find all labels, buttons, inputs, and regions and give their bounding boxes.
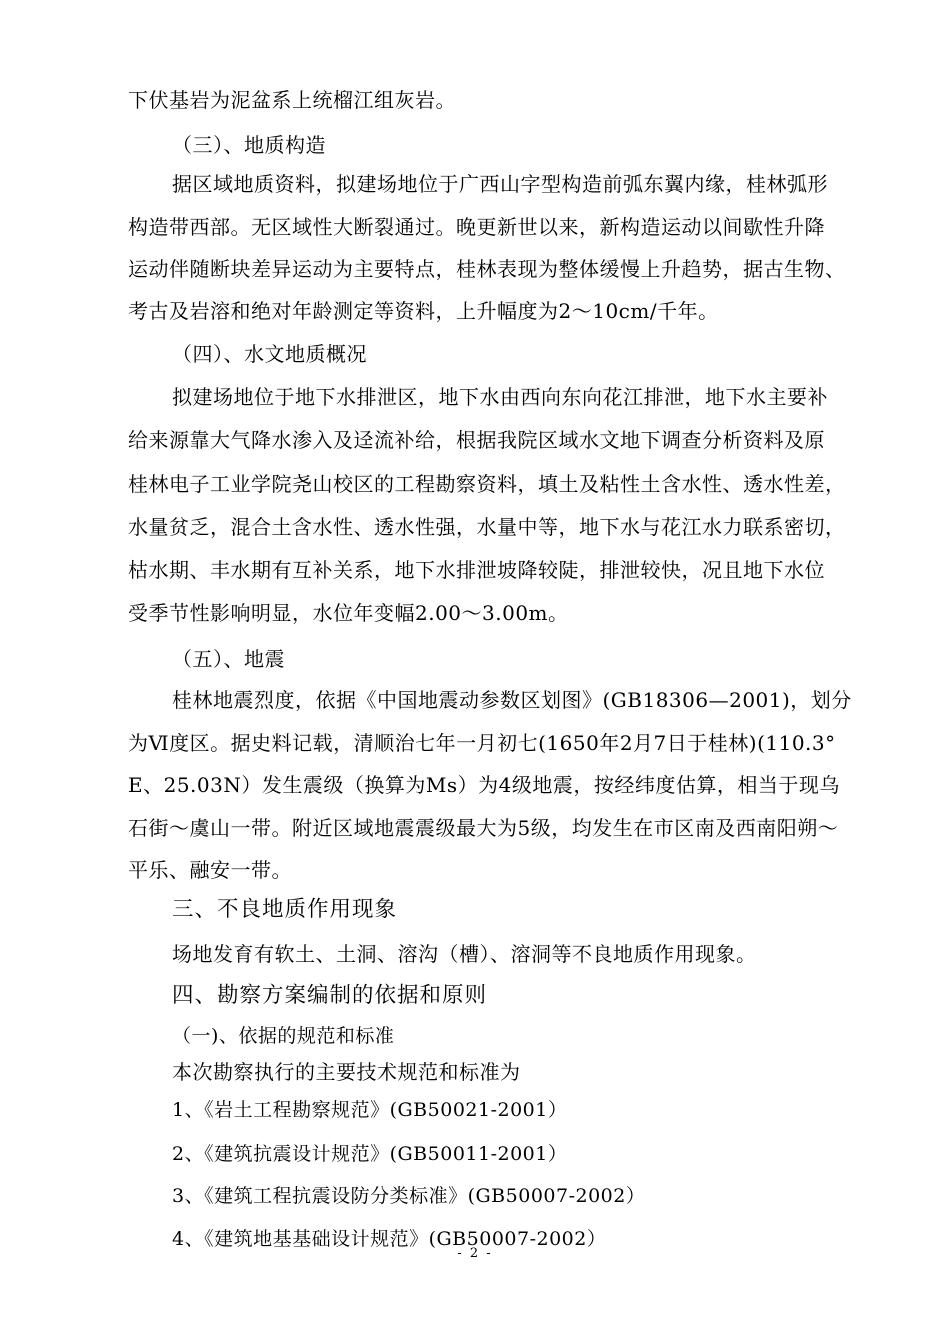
list-item: 1、《岩土工程勘察规范》(GB50021-2001） [172,1099,568,1121]
paragraph-line: 本次勘察执行的主要技术规范和标准为 [172,1060,521,1084]
section-heading: （五）、地震 [172,647,285,671]
list-item: 4、《建筑地基基础设计规范》(GB50007-2002） [172,1228,607,1250]
paragraph-line: 下伏基岩为泥盆系上统榴江组灰岩。 [128,88,456,112]
paragraph-line: 为Ⅵ度区。据史料记载，清顺治七年一月初七(1650年2月7日于桂林)(110.3° [128,731,836,755]
list-item: 3、《建筑工程抗震设防分类标准》(GB50007-2002） [172,1185,646,1207]
paragraph-line: 给来源靠大气降水渗入及迳流补给，根据我院区域水文地下调查分析资料及原 [128,428,825,452]
paragraph-line: 拟建场地位于地下水排泄区，地下水由西向东向花江排泄，地下水主要补 [172,385,828,409]
paragraph-line: 石街～虞山一带。附近区域地震震级最大为5级，均发生在市区南及西南阳朔～ [128,816,839,840]
paragraph-line: 场地发育有软土、土洞、溶沟（槽）、溶洞等不良地质作用现象。 [172,942,757,966]
paragraph-line: 平乐、融安一带。 [128,858,292,882]
paragraph-line: 桂林电子工业学院尧山校区的工程勘察资料，填土及粘性土含水性、透水性差， [128,472,846,496]
chapter-heading: 四、勘察方案编制的依据和原则 [172,983,488,1008]
paragraph-line: 枯水期、丰水期有互补关系，地下水排泄坡降较陡，排泄较快，况且地下水位 [128,558,825,582]
page-number: - 2 - [457,1246,493,1261]
chapter-heading: 三、不良地质作用现象 [172,897,398,922]
paragraph-line: 构造带西部。无区域性大断裂通过。晚更新世以来，新构造运动以间歇性升降 [128,215,825,239]
paragraph-line: 水量贫乏，混合土含水性、透水性强，水量中等，地下水与花江水力联系密切， [128,515,846,539]
paragraph-line: 考古及岩溶和绝对年龄测定等资料，上升幅度为2～10cm/千年。 [128,299,719,323]
section-heading: （四）、水文地质概况 [172,342,367,366]
paragraph-line: E、25.03N）发生震级（换算为Ms）为4级地震，按经纬度估算，相当于现乌 [128,773,840,797]
paragraph-line: 桂林地震烈度，依据《中国地震动参数区划图》(GB18306—2001)，划分 [172,688,852,712]
paragraph-line: 受季节性影响明显，水位年变幅2.00～3.00m。 [128,601,569,625]
paragraph-line: 据区域地质资料，拟建场地位于广西山字型构造前弧东翼内缘，桂林弧形 [172,172,828,196]
section-heading: （一)、依据的规范和标准 [172,1025,395,1047]
section-heading: （三）、地质构造 [172,133,326,157]
paragraph-line: 运动伴随断块差异运动为主要特点，桂林表现为整体缓慢上升趋势，据古生物、 [128,257,846,281]
list-item: 2、《建筑抗震设计规范》(GB50011-2001） [172,1143,568,1165]
